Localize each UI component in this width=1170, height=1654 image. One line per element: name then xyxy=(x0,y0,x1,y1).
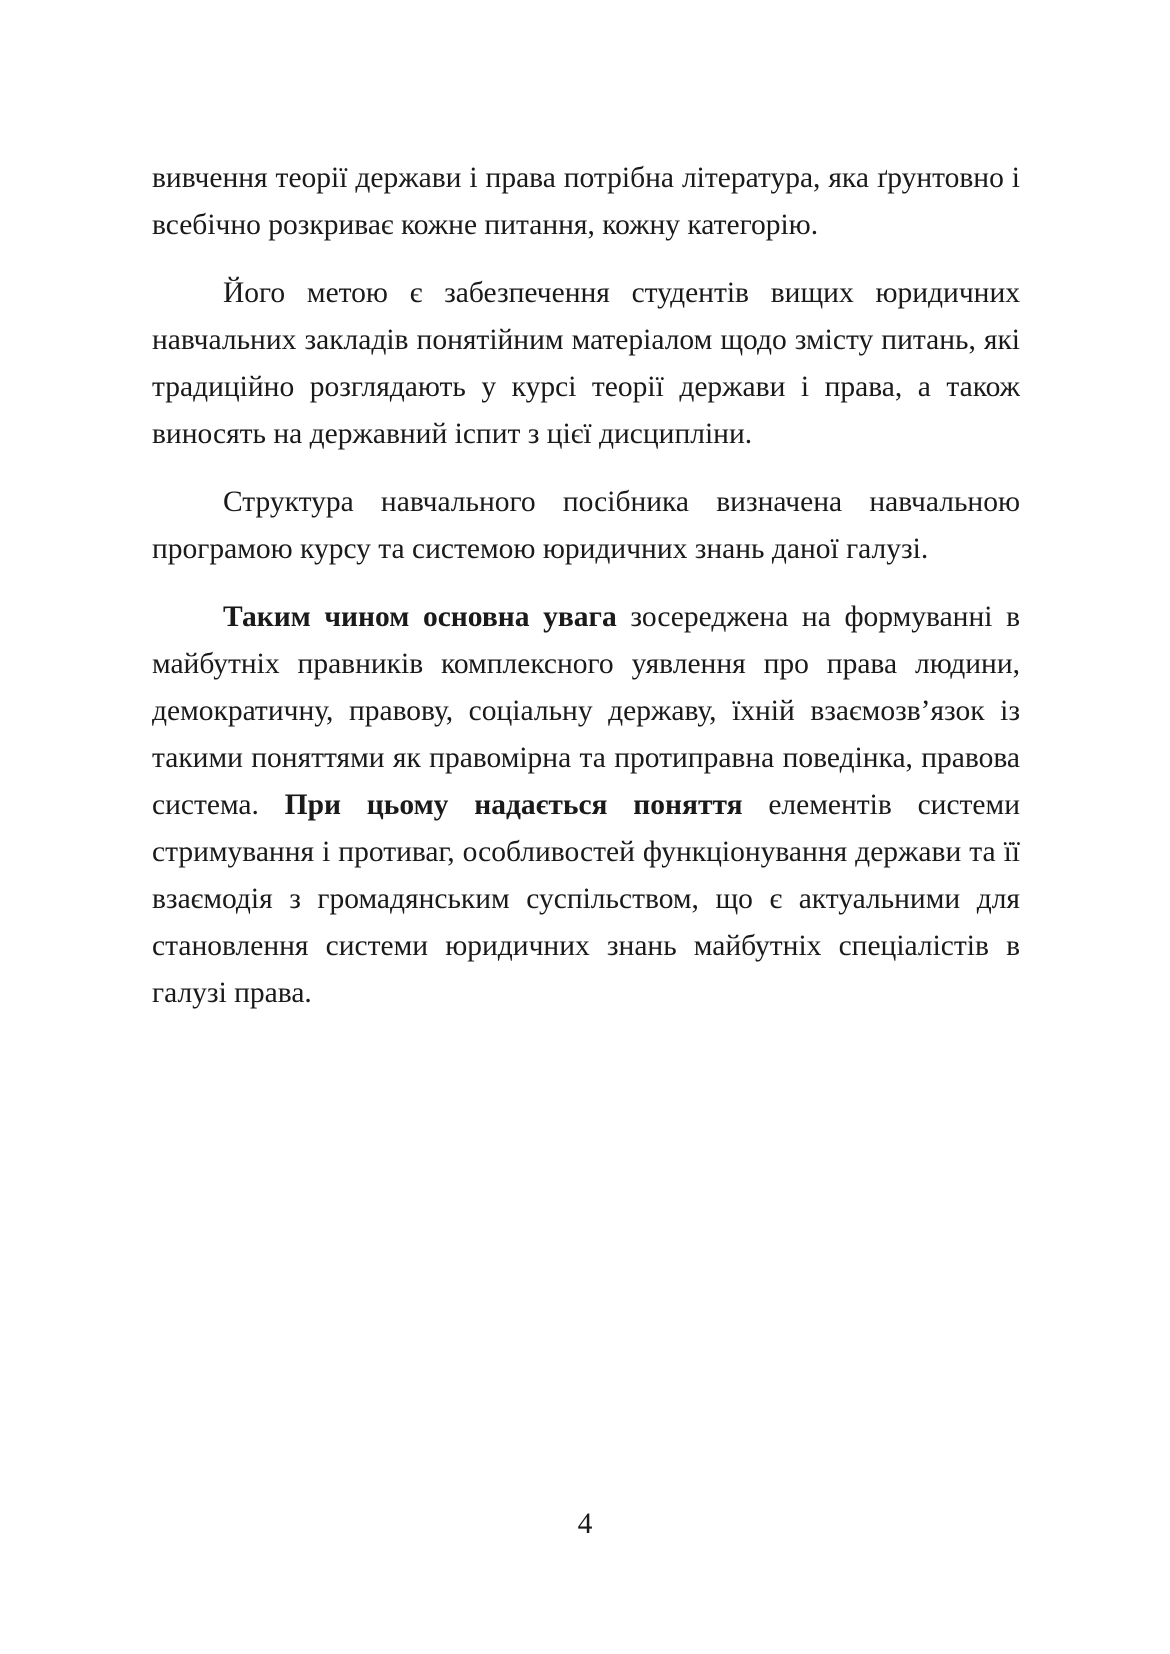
paragraph-1 xyxy=(152,155,1020,249)
page-number: 4 xyxy=(577,1508,593,1540)
bold-phrase-main-focus: Таким чином основна увага xyxy=(223,601,617,633)
paragraph-3 xyxy=(152,479,1020,573)
paragraph-3-text: Структура навчального посібника визначена навчальною програмою курсу та системою юридичних знань даної галузі. xyxy=(152,486,1020,565)
paragraph-4 xyxy=(152,594,1020,1017)
page-body xyxy=(152,155,1020,1038)
paragraph-4-text-b: елементів системи стримування і противаг, особливостей функціонування держави та її взаємодія з громадянським суспільством, що є актуальними для становлення системи юридичних знань майбутніх спеціалістів в галузі права. xyxy=(152,789,1020,1009)
paragraph-4-text-a: зосереджена на формуванні в майбутніх правників комплексного уявлення про права людини, демократичну, правову, соціальну державу, їхній взаємозв’язок із такими поняттями як правомірна та протиправна поведінка, правова система. xyxy=(152,601,1020,821)
paragraph-1-text: вивчення теорії держави і права потрібна література, яка ґрунтовно і всебічно розкриває кожне питання, кожну категорію. xyxy=(152,162,1020,241)
bold-phrase-concept: При цьому надається поняття xyxy=(284,789,743,821)
paragraph-2-text: Його метою є забезпечення студентів вищих юридичних навчальних закладів понятійним матеріалом щодо змісту питань, які традиційно розглядають у курсі теорії держави і права, а також виносять на державний іспит з цієї дисципліни. xyxy=(152,277,1020,450)
paragraph-2 xyxy=(152,270,1020,458)
